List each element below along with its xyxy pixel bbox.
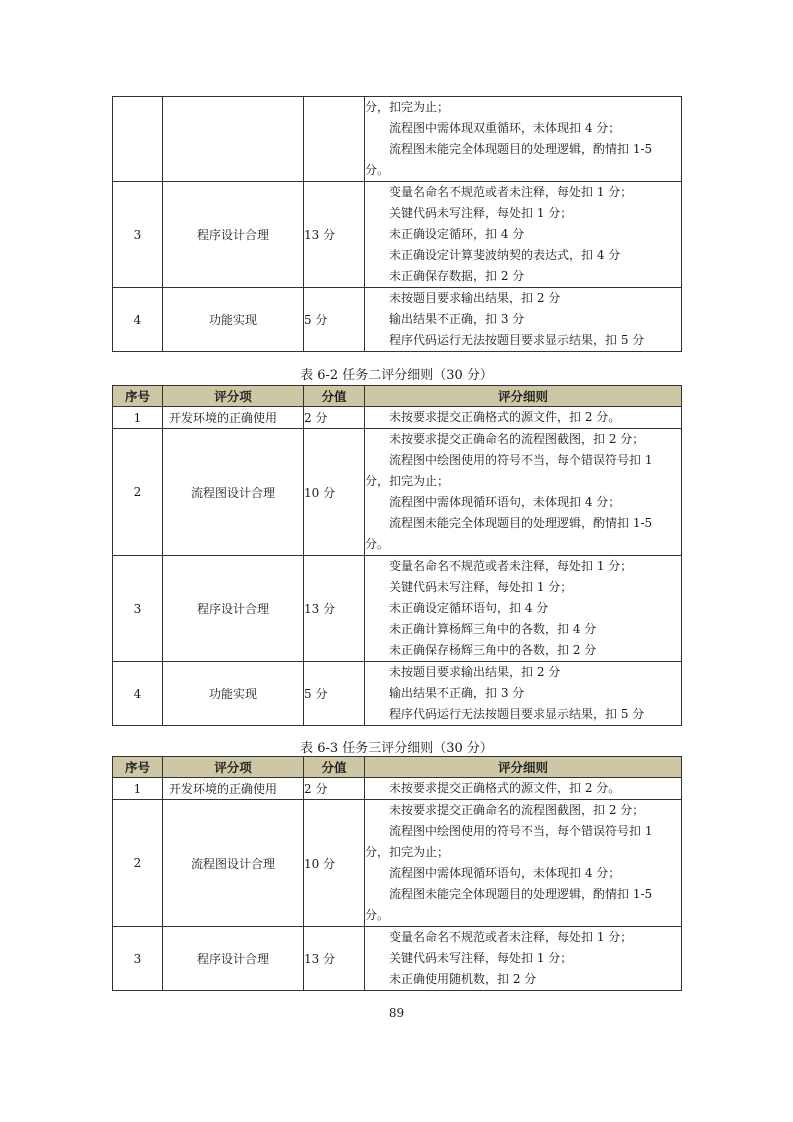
detail-line: 未按要求提交正确命名的流程图截图，扣 2 分；: [389, 803, 645, 817]
row-number: 4: [113, 288, 163, 352]
table-header: [113, 757, 682, 778]
table-row: [113, 556, 682, 662]
row-number: 1: [113, 778, 163, 800]
row-number: [113, 97, 163, 182]
table-row: [113, 182, 682, 288]
row-number: 1: [113, 407, 163, 429]
scoring-table-task-3: [112, 756, 682, 991]
detail-line: 变量名命名不规范或者未注释，每处扣 1 分；: [389, 559, 633, 573]
score-value: 13 分: [304, 556, 365, 662]
detail-line: 未正确保存数据，扣 2 分: [389, 269, 525, 283]
table-body: [113, 97, 682, 352]
detail-line: 分，扣完为止；: [365, 845, 450, 859]
detail-line: 流程图未能完全体现题目的处理逻辑，酌情扣 1-5: [389, 887, 653, 901]
detail-line: 未正确计算杨辉三角中的各数，扣 4 分: [389, 622, 597, 636]
detail-line: 流程图中需体现双重循环，未体现扣 4 分；: [389, 121, 621, 135]
scoring-item: 开发环境的正确使用: [163, 778, 304, 800]
row-number: 2: [113, 800, 163, 927]
detail-line: 未按要求提交正确格式的源文件，扣 2 分。: [389, 781, 621, 795]
detail-line: 关键代码未写注释，每处扣 1 分；: [389, 206, 573, 220]
table-row: [113, 288, 682, 352]
score-value: 5 分: [304, 288, 365, 352]
detail-line: 流程图未能完全体现题目的处理逻辑，酌情扣 1-5: [389, 516, 653, 530]
detail-line: 流程图中需体现循环语句，未体现扣 4 分；: [389, 866, 621, 880]
scoring-item: [163, 97, 304, 182]
row-number: 3: [113, 556, 163, 662]
scoring-details: [365, 407, 682, 429]
detail-line: 分。: [365, 908, 390, 922]
header-item: 评分项: [163, 386, 304, 407]
scoring-details: [365, 556, 682, 662]
detail-line: 变量名命名不规范或者未注释，每处扣 1 分；: [389, 930, 633, 944]
header-score: 分值: [304, 757, 365, 778]
scoring-details: [365, 182, 682, 288]
score-value: 2 分: [304, 407, 365, 429]
detail-line: 关键代码未写注释，每处扣 1 分；: [389, 951, 573, 965]
detail-line: 未正确设定计算斐波纳契的表达式，扣 4 分: [389, 248, 621, 262]
detail-line: 流程图中需体现循环语句，未体现扣 4 分；: [389, 495, 621, 509]
detail-line: 输出结果不正确，扣 3 分: [389, 686, 525, 700]
scoring-details: [365, 927, 682, 991]
page-number: 89: [388, 1006, 405, 1020]
header-details: 评分细则: [365, 757, 682, 778]
scoring-item: 流程图设计合理: [163, 800, 304, 927]
header-details: 评分细则: [365, 386, 682, 407]
detail-line: 未按要求提交正确命名的流程图截图，扣 2 分；: [389, 432, 645, 446]
scoring-table-task-2: [112, 385, 682, 726]
score-value: 2 分: [304, 778, 365, 800]
header-no: 序号: [113, 757, 163, 778]
table-row: [113, 662, 682, 726]
scoring-item: 程序设计合理: [163, 556, 304, 662]
detail-line: 未按题目要求输出结果，扣 2 分: [389, 291, 561, 305]
detail-line: 变量名命名不规范或者未注释，每处扣 1 分；: [389, 185, 633, 199]
table-body: [113, 407, 682, 726]
table-header: [113, 386, 682, 407]
row-number: 2: [113, 429, 163, 556]
scoring-details: [365, 429, 682, 556]
score-value: [304, 97, 365, 182]
scoring-table-continued: [112, 96, 682, 352]
detail-line: 未正确设定循环，扣 4 分: [389, 227, 525, 241]
table-row: [113, 927, 682, 991]
detail-line: 分，扣完为止；: [365, 474, 450, 488]
scoring-details: [365, 97, 682, 182]
table-row: [113, 800, 682, 927]
header-score: 分值: [304, 386, 365, 407]
detail-line: 流程图中绘图使用的符号不当，每个错误符号扣 1: [389, 824, 653, 838]
detail-line: 分。: [365, 537, 390, 551]
row-number: 3: [113, 182, 163, 288]
row-number: 4: [113, 662, 163, 726]
table-caption-6-3: 表 6-3 任务三评分细则（30 分）: [300, 741, 493, 756]
detail-line: 分，扣完为止；: [365, 100, 450, 114]
table-row: [113, 429, 682, 556]
score-value: 5 分: [304, 662, 365, 726]
scoring-item: 功能实现: [163, 662, 304, 726]
scoring-item: 程序设计合理: [163, 182, 304, 288]
header-no: 序号: [113, 386, 163, 407]
scoring-details: [365, 778, 682, 800]
detail-line: 未正确使用随机数，扣 2 分: [389, 972, 537, 986]
detail-line: 流程图中绘图使用的符号不当，每个错误符号扣 1: [389, 453, 653, 467]
detail-line: 程序代码运行无法按题目要求显示结果，扣 5 分: [389, 707, 645, 721]
score-value: 13 分: [304, 927, 365, 991]
detail-line: 流程图未能完全体现题目的处理逻辑，酌情扣 1-5: [389, 142, 653, 156]
scoring-item: 程序设计合理: [163, 927, 304, 991]
detail-line: 未按要求提交正确格式的源文件，扣 2 分。: [389, 410, 621, 424]
score-value: 13 分: [304, 182, 365, 288]
scoring-details: [365, 800, 682, 927]
detail-line: 关键代码未写注释，每处扣 1 分；: [389, 580, 573, 594]
detail-line: 未按题目要求输出结果，扣 2 分: [389, 665, 561, 679]
table-caption-6-2: 表 6-2 任务二评分细则（30 分）: [300, 368, 493, 383]
table-body: [113, 778, 682, 991]
table-row: [113, 407, 682, 429]
scoring-item: 开发环境的正确使用: [163, 407, 304, 429]
scoring-details: [365, 662, 682, 726]
score-value: 10 分: [304, 800, 365, 927]
detail-line: 未正确设定循环语句，扣 4 分: [389, 601, 549, 615]
scoring-item: 流程图设计合理: [163, 429, 304, 556]
row-number: 3: [113, 927, 163, 991]
detail-line: 未正确保存杨辉三角中的各数，扣 2 分: [389, 643, 597, 657]
scoring-item: 功能实现: [163, 288, 304, 352]
detail-line: 输出结果不正确，扣 3 分: [389, 312, 525, 326]
score-value: 10 分: [304, 429, 365, 556]
detail-line: 分。: [365, 163, 390, 177]
header-item: 评分项: [163, 757, 304, 778]
scoring-details: [365, 288, 682, 352]
table-row: [113, 778, 682, 800]
detail-line: 程序代码运行无法按题目要求显示结果，扣 5 分: [389, 333, 645, 347]
table-row: [113, 97, 682, 182]
